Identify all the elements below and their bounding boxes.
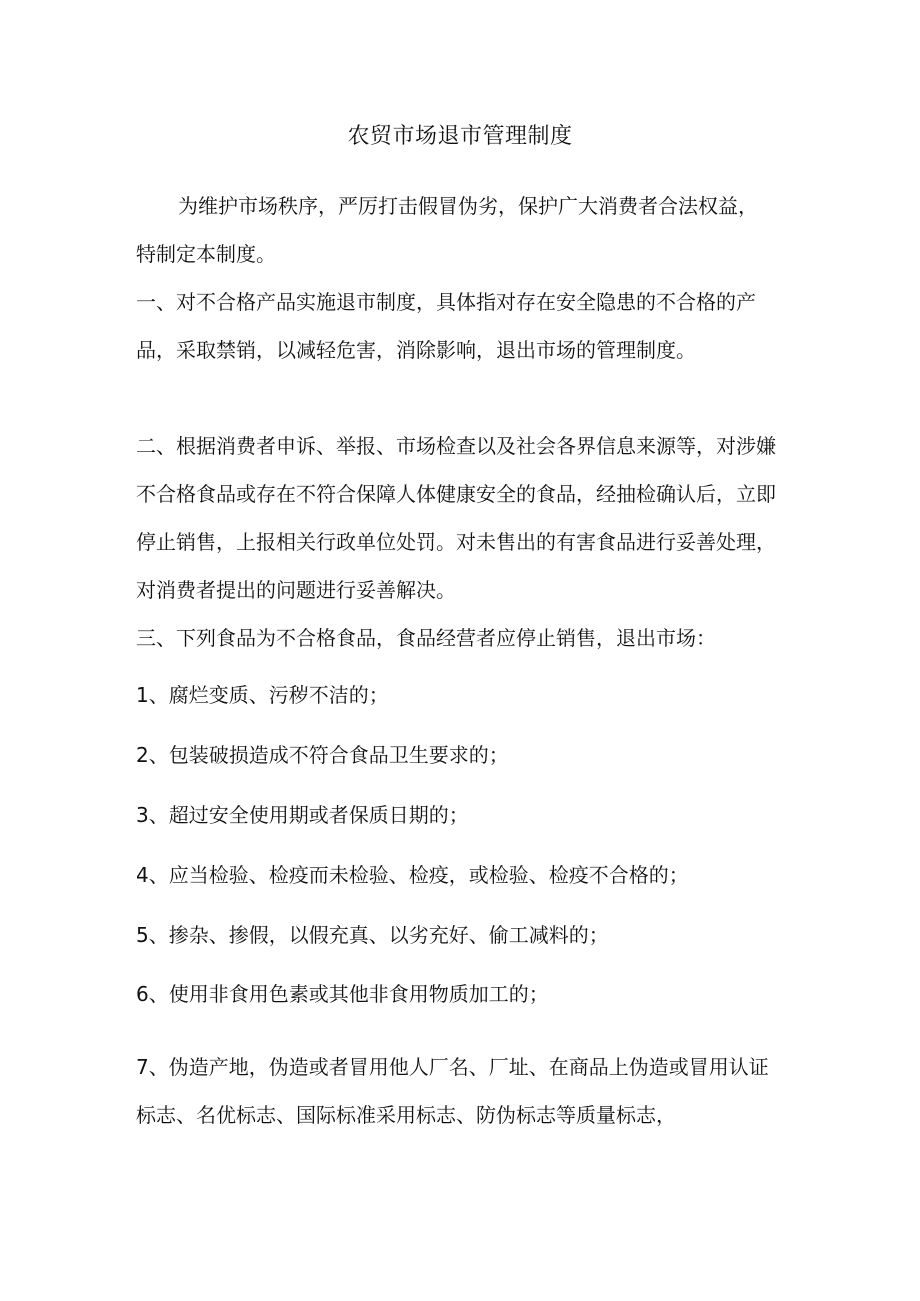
list-item-number: 2: [136, 743, 149, 767]
list-item-6: [136, 976, 786, 1012]
list-item-number: 6: [136, 982, 149, 1006]
list-item-text: 、伪造产地，伪造或者冒用他人厂名、厂址、在商品上伪造或冒用认证标志、名优标志、国际标准采用标志、防伪标志等质量标志，: [136, 1055, 769, 1127]
list-item-text: 、掺杂、掺假，以假充真、以劣充好、偷工减料的；: [148, 923, 609, 947]
list-item-4: [136, 857, 786, 893]
section-one: 一、对不合格产品实施退市制度，具体指对存在安全隐患的不合格的产品，采取禁销，以减轻危害，消除影响，退出市场的管理制度。: [136, 290, 756, 362]
list-item-number: 3: [136, 803, 149, 827]
list-item-text: 、超过安全使用期或者保质日期的；: [148, 803, 469, 827]
section-three: 三、下列食品为不合格食品，食品经营者应停止销售，退出市场：: [136, 626, 716, 650]
document-title: 农贸市场退市管理制度: [347, 124, 573, 149]
list-item-number: 7: [136, 1055, 149, 1079]
list-item-5: [136, 917, 786, 953]
list-item-number: 1: [136, 683, 149, 707]
section-two: 二、根据消费者申诉、举报、市场检查以及社会各界信息来源等，对涉嫌不合格食品或存在不符合保障人体健康安全的食品，经抽检确认后，立即停止销售，上报相关行政单位处罚。对未售出的有害食品进行妥善处理，对消费者提出的问题进行妥善解决。: [136, 434, 776, 602]
list-item-number: 4: [136, 863, 149, 887]
list-item-3: [136, 797, 786, 833]
list-item-2: [136, 737, 786, 773]
list-item-7: [136, 1043, 781, 1139]
list-item-1: [136, 677, 786, 713]
list-item-text: 、包装破损造成不符合食品卫生要求的；: [148, 743, 509, 767]
list-item-text: 、腐烂变质、污秽不洁的；: [148, 683, 389, 707]
list-item-text: 、应当检验、检疫而未检验、检疫，或检验、检疫不合格的；: [148, 863, 689, 887]
list-item-number: 5: [136, 923, 149, 947]
intro-paragraph: 为维护市场秩序，严厉打击假冒伪劣，保护广大消费者合法权益，特制定本制度。: [136, 194, 758, 266]
list-item-text: 、使用非食用色素或其他非食用物质加工的；: [148, 982, 549, 1006]
